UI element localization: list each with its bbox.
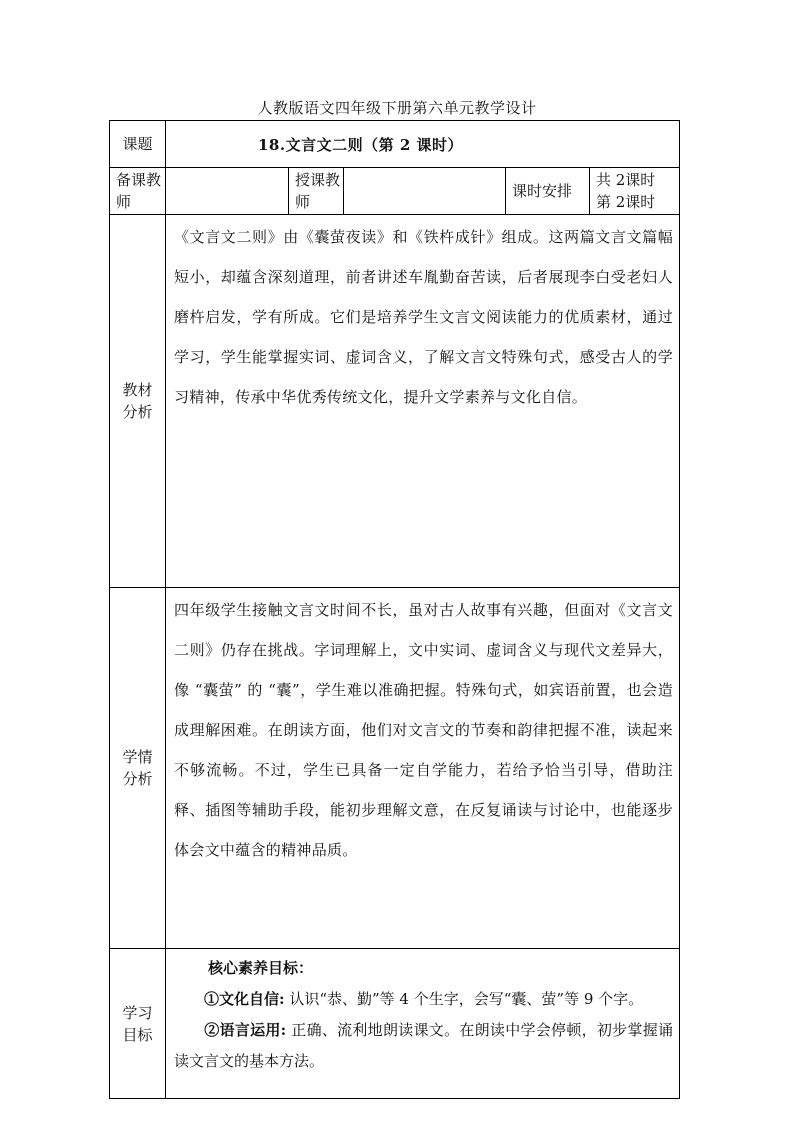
goal-text: 正确、流利地朗读课文。在朗读中学会停顿，初步掌握诵读文言文的基本方法。 [174,1021,674,1070]
learner-analysis-label-text: 学情分析 [122,748,153,788]
material-analysis-row [110,215,680,588]
schedule-label: 课时安排 [506,168,590,215]
learner-analysis-text: 四年级学生接触文言文时间不长，虽对古人故事有兴趣，但面对《文言文二则》仍存在挑战。字词理解上，文中实词、虚词含义与现代文差异大，像 “囊萤” 的 “囊”，学生难以准确把握。特殊句式，如宾语前置，也会造成理解困难。在朗读方面，他们对文言文的节奏和韵律把握不准，读起来不够流畅。不过，学生已具备一定自学能力，若给予恰当引导，借助注释、插图等辅助手段，能初步理解文意，在反复诵读与讨论中，也能逐步体会文中蕴含的精神品质。 [174,601,674,859]
learning-goals-label [110,949,166,1099]
material-analysis-text: 《文言文二则》由《囊萤夜读》和《铁杵成针》组成。这两篇文言文篇幅短小，却蕴含深刻道理，前者讲述车胤勤奋苦读，后者展现李白受老妇人磨杵启发，学有所成。它们是培养学生文言文阅读能力的优质素材，通过学习，学生能掌握实词、虚词含义，了解文言文特殊句式，感受古人的学习精神，传承中华优秀传统文化，提升文学素养与文化自信。 [174,228,674,406]
topic-value: 18.文言文二则（第 2 课时） [166,121,680,168]
schedule-total: 共 2课时 [596,171,656,189]
learner-analysis-row [110,588,680,949]
goal-lead: ②语言运用: [204,1021,287,1039]
material-analysis-label [110,215,166,588]
goal-text: 认识“恭、勤”等 4 个生字，会写“囊、萤”等 9 个字。 [284,990,644,1008]
learning-goals-label-text: 学习目标 [122,1003,153,1044]
teaching-teacher-value [344,168,506,215]
teaching-teacher-label: 授课教师 [289,168,344,215]
meta-row [110,168,680,215]
goal-item [174,984,673,1015]
prep-teacher-value [166,168,289,215]
goals-heading: 核心素养目标： [208,959,314,977]
prep-teacher-label: 备课教师 [110,168,166,215]
topic-row [110,121,680,168]
goal-lead: ①文化自信: [204,990,285,1008]
learning-goals-row [110,949,680,1099]
lesson-plan-table [109,120,680,1099]
learner-analysis-label [110,588,166,949]
topic-label: 课题 [110,121,166,168]
schedule-values [590,168,680,215]
schedule-current: 第 2课时 [596,193,656,211]
material-analysis-label-text: 教材分析 [122,381,153,421]
document-title: 人教版语文四年级下册第六单元教学设计 [257,99,537,117]
goal-item [174,1015,673,1077]
